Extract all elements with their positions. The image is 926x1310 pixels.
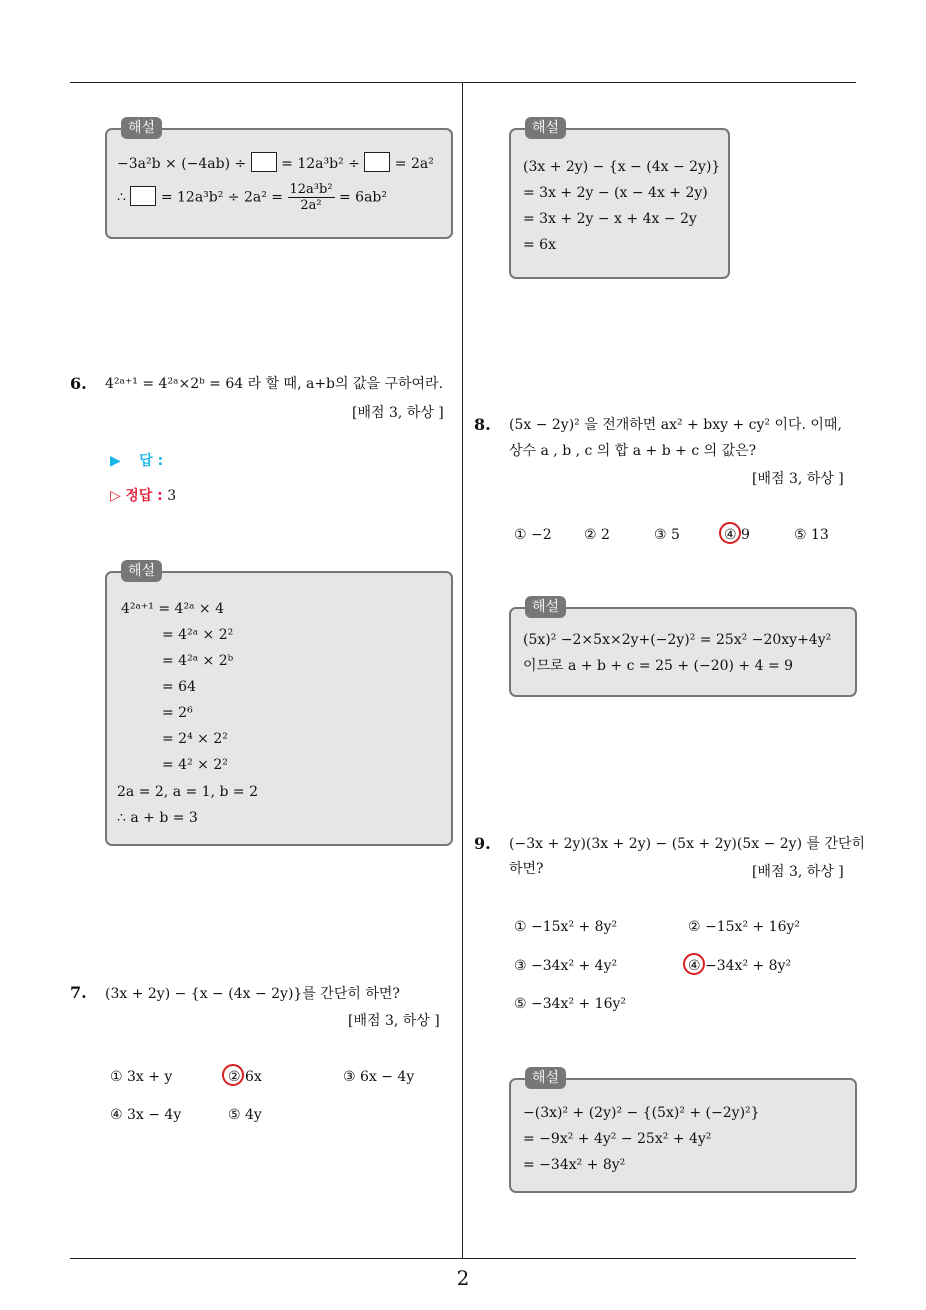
correct-answer-value: 3	[167, 488, 177, 504]
option-4[interactable]: ④ 3x − 4y	[110, 1107, 182, 1123]
option-1[interactable]: ① −15x² + 8y²	[514, 919, 618, 935]
outline-arrow-icon: ▷	[110, 488, 121, 504]
blank-box	[251, 152, 277, 172]
play-arrow-icon: ▶	[110, 453, 121, 469]
solution-line: = −34x² + 8y²	[523, 1157, 626, 1173]
solution-line: −(3x)² + (2y)² − {(5x)² + (−2y)²}	[523, 1105, 760, 1121]
solution-line: = 4²ᵃ × 2²	[162, 627, 234, 643]
correct-answer-row	[110, 485, 176, 505]
question-meta-7: [배점 3, 하상 ]	[348, 1013, 440, 1029]
blank-box	[130, 186, 156, 206]
selected-answer-mark	[719, 522, 741, 544]
option-1[interactable]: ① −2	[514, 527, 552, 543]
selected-answer-mark	[683, 953, 705, 975]
solution-line: (3x + 2y) − {x − (4x − 2y)}	[523, 159, 721, 175]
option-1[interactable]: ① 3x + y	[110, 1069, 173, 1085]
solution-line: 이므로 a + b + c = 25 + (−20) + 4 = 9	[523, 658, 794, 674]
solution-line: = 3x + 2y − (x − 4x + 2y)	[523, 185, 708, 201]
solution-tag: 해설	[525, 1067, 566, 1089]
solution-line: 2a = 2, a = 1, b = 2	[117, 784, 258, 800]
solution-line: = 2⁶	[162, 705, 193, 721]
option-4[interactable]: ④ −34x² + 8y²	[688, 958, 792, 974]
solution-line: ∴ = 12a³b² ÷ 2a² = $\frac{\text{12a³b²}}{\text{2a²}}$ = 6ab²	[117, 182, 388, 213]
question-text-8-line2: 상수 a , b , c 의 합 a + b + c 의 값은?	[509, 443, 757, 459]
question-meta-9: [배점 3, 하상 ]	[752, 864, 844, 880]
solution-line: = 4² × 2²	[162, 757, 228, 773]
option-5[interactable]: ⑤ −34x² + 16y²	[514, 996, 627, 1012]
solution-box-q7	[509, 120, 730, 279]
option-2[interactable]: ② −15x² + 16y²	[688, 919, 801, 935]
question-text-7: (3x + 2y) − {x − (4x − 2y)}를 간단히 하면?	[105, 986, 400, 1002]
question-meta-6: [배점 3, 하상 ]	[352, 405, 444, 421]
option-3[interactable]: ③ 5	[654, 527, 680, 543]
solution-line: = 4²ᵃ × 2ᵇ	[162, 653, 234, 669]
solution-line: 4²ᵃ⁺¹ = 4²ᵃ × 4	[121, 601, 225, 617]
solution-tag: 해설	[121, 117, 162, 139]
solution-box-q8	[509, 599, 857, 697]
solution-line: = −9x² + 4y² − 25x² + 4y²	[523, 1131, 712, 1147]
question-text-9-line1: (−3x + 2y)(3x + 2y) − (5x + 2y)(5x − 2y) 를 간단히	[509, 836, 866, 852]
option-3[interactable]: ③ −34x² + 4y²	[514, 958, 618, 974]
question-number-8: 8.	[474, 415, 491, 434]
solution-box-q9	[509, 1070, 857, 1193]
question-text-8-line1: (5x − 2y)² 을 전개하면 ax² + bxy + cy² 이다. 이때,	[509, 417, 842, 433]
solution-line: = 2⁴ × 2²	[162, 731, 228, 747]
solution-tag: 해설	[121, 560, 162, 582]
solution-line: −3a²b × (−4ab) ÷ = 12a³b² ÷ = 2a²	[117, 152, 434, 173]
option-2[interactable]: ② 6x	[228, 1069, 262, 1085]
option-2[interactable]: ② 2	[584, 527, 610, 543]
selected-answer-mark	[222, 1064, 244, 1086]
solution-box-q5	[105, 120, 453, 239]
answer-row	[110, 450, 163, 470]
answer-label: 답 :	[139, 453, 164, 469]
question-number-6: 6.	[70, 374, 87, 393]
question-number-9: 9.	[474, 834, 491, 853]
solution-tag: 해설	[525, 117, 566, 139]
solution-line: ∴ a + b = 3	[117, 810, 198, 826]
top-rule	[70, 82, 856, 83]
solution-line: = 64	[162, 679, 196, 695]
solution-line: = 3x + 2y − x + 4x − 2y	[523, 211, 697, 227]
fraction: $\frac{\text{12a³b²}}{\text{2a²}}$	[289, 182, 333, 213]
bottom-rule	[70, 1258, 856, 1259]
solution-box-q6	[105, 563, 453, 846]
solution-line: = 6x	[523, 237, 556, 253]
question-number-7: 7.	[70, 983, 87, 1002]
solution-line: (5x)² −2×5x×2y+(−2y)² = 25x² −20xy+4y²	[523, 632, 832, 648]
question-meta-8: [배점 3, 하상 ]	[752, 471, 844, 487]
option-5[interactable]: ⑤ 13	[794, 527, 829, 543]
question-text-9-line2: 하면?	[509, 861, 544, 877]
correct-answer-label: 정답 :	[125, 488, 163, 504]
column-divider	[462, 83, 463, 1259]
solution-tag: 해설	[525, 596, 566, 618]
question-text-6: 4²ᵃ⁺¹ = 4²ᵃ×2ᵇ = 64 라 할 때, a+b의 값을 구하여라.	[105, 376, 444, 392]
blank-box	[364, 152, 390, 172]
option-4[interactable]: ④ 9	[724, 527, 750, 543]
page-number: 2	[456, 1266, 470, 1290]
option-5[interactable]: ⑤ 4y	[228, 1107, 262, 1123]
option-3[interactable]: ③ 6x − 4y	[343, 1069, 415, 1085]
